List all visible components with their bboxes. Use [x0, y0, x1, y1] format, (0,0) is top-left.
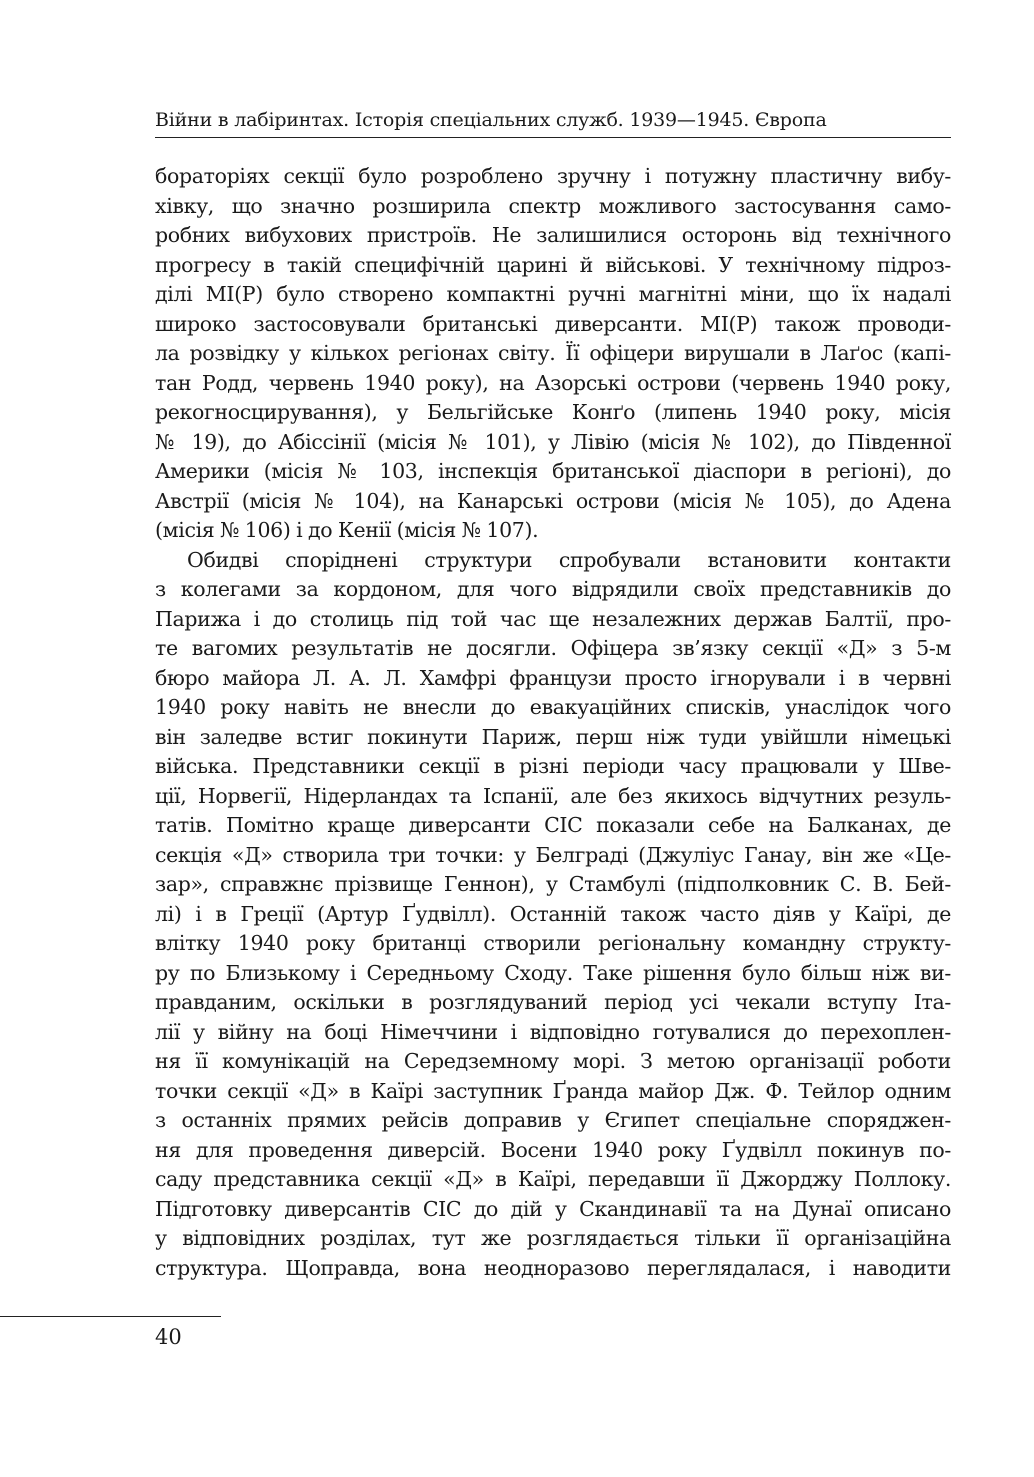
text-line: рекогносцирування), у Бельгійське Конґо (липень 1940 року, місія [155, 400, 951, 424]
text-line: він заледве встиг покинути Париж, перш ніж туди увійшли німецькі [155, 724, 951, 749]
text-line: влітку 1940 року британці створили регіональну командну структу- [155, 931, 951, 955]
text-line: 1940 року навіть не внесли до евакуаційних списків, унаслідок чого [155, 695, 951, 719]
text-line: з колегами за кордоном, для чого відрядили своїх представників до [155, 577, 951, 601]
text-line: хівку, що значно розширила спектр можливого застосування само- [155, 193, 951, 218]
text-line: лі) і в Греції (Артур Ґудвілл). Останній також часто діяв у Каїрі, де [155, 901, 951, 926]
text-line: секція «Д» створила три точки: у Белграді (Джуліус Ганау, він же «Це- [155, 842, 951, 867]
text-line: Парижа і до столиць під той час ще незалежних держав Балтії, про- [155, 606, 951, 631]
header-divider [155, 137, 951, 138]
text-line: правданим, оскільки в розглядуваний період усі чекали вступу Іта- [155, 990, 951, 1014]
text-line: те вагомих результатів не досягли. Офіцера зв’язку секції «Д» з 5-м [155, 636, 951, 660]
text-line: бюро майора Л. А. Л. Хамфрі французи просто ігнорували і в червні [155, 665, 951, 690]
text-line: Австрії (місія № 104), на Канарські острови (місія № 105), до Адена [155, 488, 951, 513]
text-line: робних вибухових пристроїв. Не залишилися осторонь від технічного [155, 223, 951, 247]
paragraph-end-line: (місія № 106) і до Кенії (місія № 107). [155, 518, 539, 542]
text-line: ня її комунікацій на Середземному морі. З метою організації роботи [155, 1049, 951, 1073]
text-line: ру по Близькому і Середньому Сходу. Таке рішення було більш ніж ви- [155, 960, 951, 985]
text-line: з останніх прямих рейсів доправив у Єгипет спеціальне споряджен- [155, 1108, 951, 1132]
paragraph-start-line: Обидві споріднені структури спробували встановити контакти [187, 547, 951, 572]
text-line: структура. Щоправда, вона неодноразово переглядалася, і наводити [155, 1255, 951, 1280]
page-number: 40 [155, 1325, 182, 1349]
text-line: тан Родд, червень 1940 року), на Азорські острови (червень 1940 року, [155, 370, 951, 395]
text-line: Підготовку диверсантів СІС до дій у Скандинавії та на Дунаї описано [155, 1196, 951, 1221]
footer-divider [0, 1316, 221, 1317]
text-line: війська. Представники секції в різні періоди часу працювали у Шве- [155, 754, 951, 778]
text-line: лії у війну на боці Німеччини і відповідно готувалися до перехоплен- [155, 1019, 951, 1044]
text-line: зар», справжнє прізвище Геннон), у Стамбулі (підполковник С. В. Бей- [155, 872, 951, 896]
text-line: ділі MI(P) було створено компактні ручні магнітні міни, що їх надалі [155, 282, 951, 306]
text-line: прогресу в такій специфічній царині й військові. У технічному підроз- [155, 252, 951, 277]
text-line: ції, Норвегії, Нідерландах та Іспанії, але без якихось відчутних резуль- [155, 783, 951, 808]
text-line: ла розвідку у кількох регіонах світу. Її офіцери вирушали в Лаґос (капі- [155, 341, 951, 365]
text-line: Америки (місія № 103, інспекція британської діаспори в регіоні), до [155, 459, 951, 483]
text-line: саду представника секції «Д» в Каїрі, передавши її Джорджу Поллоку. [155, 1167, 951, 1191]
text-line: широко застосовували британські диверсанти. MI(P) також проводи- [155, 311, 951, 336]
text-line: татів. Помітно краще диверсанти СІС показали себе на Балканах, де [155, 813, 951, 837]
text-line: № 19), до Абіссінії (місія № 101), у Лівію (місія № 102), до Південної [155, 429, 951, 454]
text-line: бораторіях секції було розроблено зручну і потужну пластичну вибу- [155, 164, 951, 188]
running-header: Війни в лабіринтах. Історія спеціальних служб. 1939—1945. Європа [155, 109, 827, 131]
text-line: ня для проведення диверсій. Восени 1940 року Ґудвілл покинув по- [155, 1137, 951, 1162]
text-line: точки секції «Д» в Каїрі заступник Ґранда майор Дж. Ф. Тейлор одним [155, 1078, 951, 1103]
text-line: у відповідних розділах, тут же розглядається тільки її організаційна [155, 1226, 951, 1250]
body-text [155, 162, 951, 1283]
